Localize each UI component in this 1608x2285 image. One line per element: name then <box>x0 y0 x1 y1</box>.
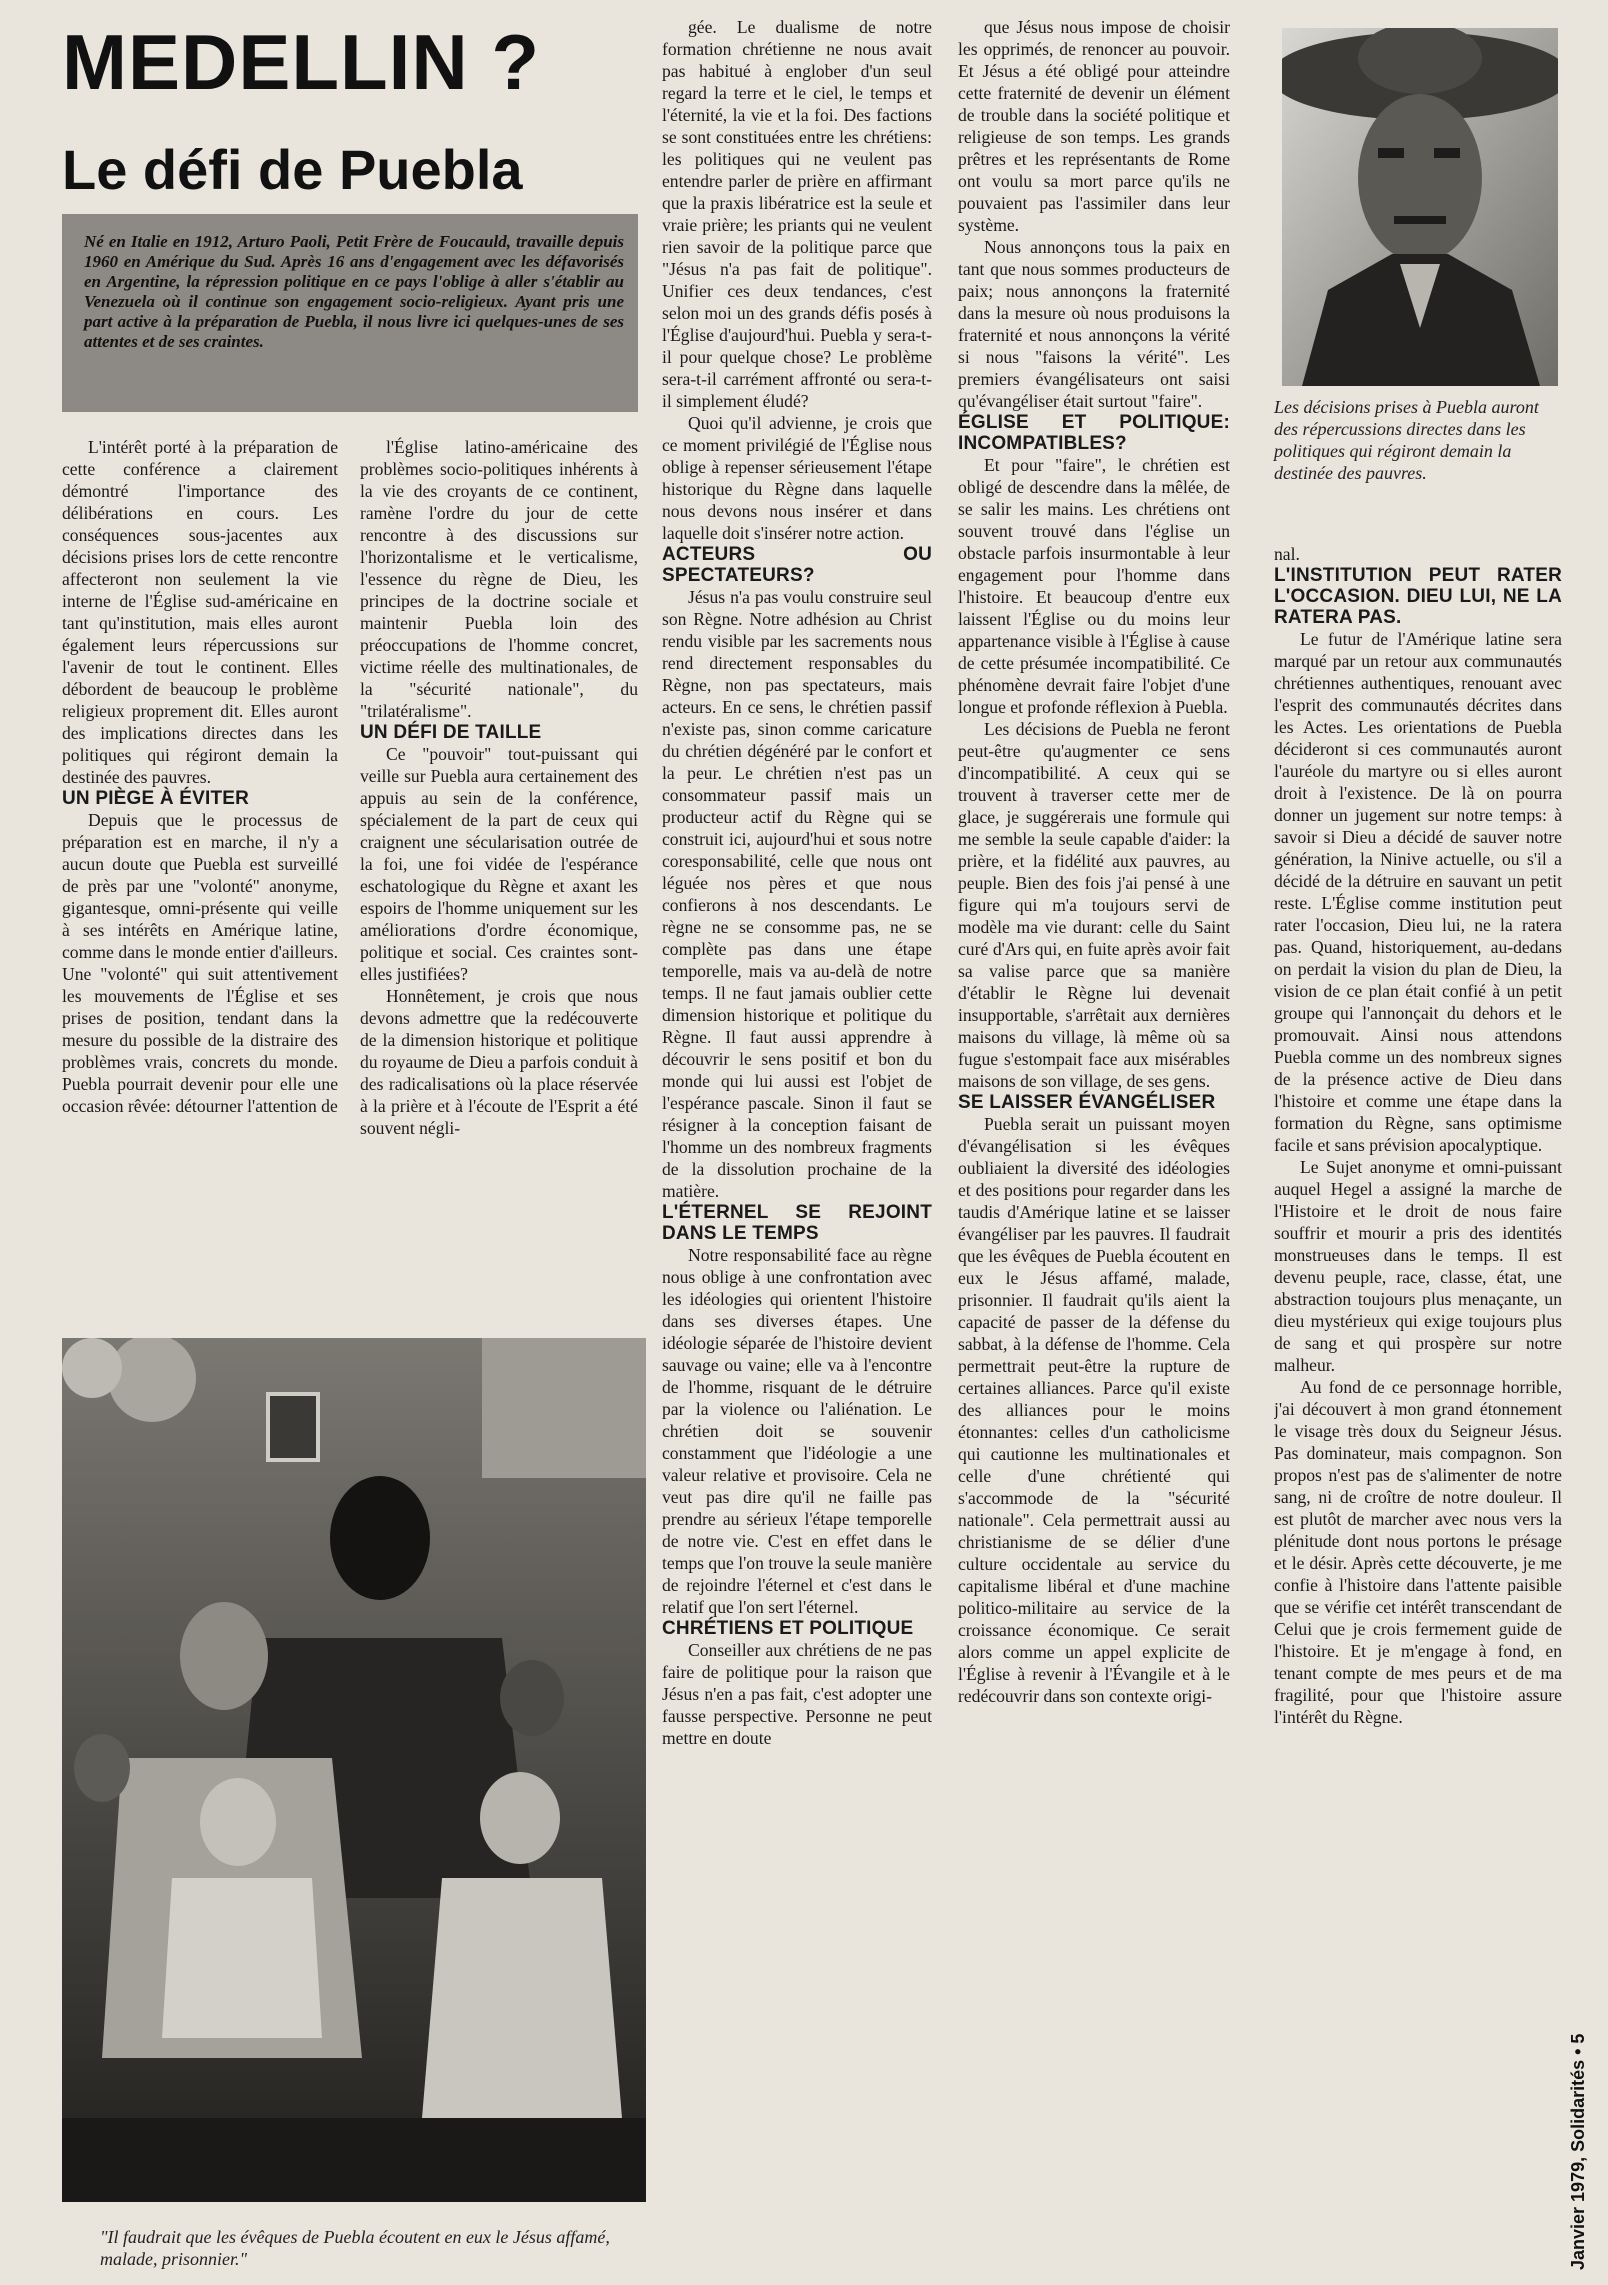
paragraph: nal. <box>1274 544 1300 564</box>
paragraph: Conseiller aux chrétiens de ne pas faire de politique pour la raison que Jésus n'en a pas fait, c'est adopter une fausse perspective. Personne ne peut mettre en doute <box>662 1640 932 1748</box>
section-heading: SE LAISSER ÉVANGÉLISER <box>958 1092 1216 1113</box>
section-heading: L'INSTITUTION PEUT RATER L'OCCASION. DIEU LUI, NE LA RATERA PAS. <box>1274 565 1562 628</box>
paragraph: Jésus n'a pas voulu construire seul son Règne. Notre adhésion au Christ rendu visible par les sacrements nous rend directement responsables du Règne, non pas spectateurs, mais acteurs. En ce sens, le chrétien passif n'existe pas, sinon comme caricature du chrétien dégénéré par le confort et la peur. Le chrétien n'est pas un consommateur passif mais un producteur actif du Règne qui se construit ici, aujourd'hui et sous notre coresponsabilité, celle que nous ont léguée nos pères et que nous confierons à nos descendants. Le règne ne se consomme pas, ne se complète pas dans une étape temporelle, mais va au-delà de notre temps. Il ne faut jamais oublier cette dimension historique et politique du Règne. Il faut aussi apprendre à découvrir le sens positif et bon du monde qui lui aussi est l'objet de l'espérance pascale. Sinon il faut se résigner à la conception faisant de l'homme un des nombreux fragments de la dissolution prochaine de la matière. <box>662 587 932 1201</box>
kicker-title: MEDELLIN ? <box>62 18 540 106</box>
paragraph: que Jésus nous impose de choisir les opprimés, de renoncer au pouvoir. Et Jésus a été obligé pour atteindre cette fraternité de devenir un élément de trouble dans la société politique et religieuse de son temps. Les grands prêtres et les représentants de Rome ont voulu sa mort parce qu'ils ne pouvaient pas l'assimiler dans leur système. <box>958 17 1230 235</box>
family-photo <box>62 1338 646 2202</box>
text-column-3 <box>662 16 932 2278</box>
portrait-photo <box>1282 28 1558 386</box>
article-headline: Le défi de Puebla <box>62 138 523 201</box>
text-column-4 <box>958 16 1230 2278</box>
paragraph: Puebla serait un puissant moyen d'évangélisation si les évêques oubliaient la diversité des idéologies et des positions pour regarder dans les taudis d'Amérique latine et se laisser évangéliser par les pauvres. Il faudrait que les évêques de Puebla écoutent en eux le Jésus affamé, malade, prisonnier. Il faudrait qu'ils aient la capacité de passer de la défense du sabbat, à la défense de l'homme. Cela permettrait peut-être la rupture de certaines alliances. Parce qu'il existe des alliances pour le moins étonnantes: celles d'un catholicisme qui cautionne les multinationales et celle d'une chrétienté qui s'accommode de la "sécurité nationale". Cela permettrait aussi au christianisme de se délier d'une culture occidentale au service du capitalisme libéral et d'une machine politico-militaire au service de la croissance économique. Ce serait alors comme un appel explicite de l'Église à revenir à l'Évangile et à le redécouvrir dans son contexte origi- <box>958 1114 1230 1706</box>
portrait-photo-image <box>1282 28 1558 386</box>
family-photo-image <box>62 1338 646 2202</box>
paragraph: Au fond de ce personnage horrible, j'ai découvert à mon grand étonnement le visage très doux du Seigneur Jésus. Pas dominateur, mais compagnon. Son propos n'est pas de s'alimenter de notre sang, ni de croître de notre douleur. Il est plutôt de marcher avec nous vers la plénitude dont nous portons le présage et le désir. Après cette découverte, je me confie à l'histoire dans l'attente paisible que se vérifie cet intérêt transcendant de Celui que je crois fermement guide de l'histoire. Et je m'engage à fond, en tenant compte de mes peurs et de ma fragilité, pour que l'histoire assure l'intérêt du Règne. <box>1274 1377 1562 1727</box>
paragraph: Le futur de l'Amérique latine sera marqué par un retour aux communautés chrétiennes authentiques, renouant avec l'esprit des communautés décrites dans les Actes. Les orientations de Puebla décideront si ces communautés auront l'auréole du martyre ou si elles auront droit à l'existence. De là on pourra donner un jugement sur notre temps: à savoir si Dieu a décidé de sauver notre génération, la Ninive actuelle, ou s'il a décidé de la détruire en sauvant un petit reste. L'Église comme institution peut rater l'occasion, Dieu lui, ne la ratera pas. Quand, historiquement, au-dedans on perdait la vision du plan de Dieu, la vision de ce plan était confié à un petit groupe qui l'annonçait du dehors et le promouvait. Ainsi nous attendons Puebla comme un des nombreux signes de la présence active de Dieu dans l'histoire et comme une étape dans la formation du Règne, sans optimisme facile et sans prévision apocalyptique. <box>1274 629 1562 1155</box>
section-heading: ACTEURS OU SPECTATEURS? <box>662 544 932 586</box>
text-column-2 <box>360 436 638 1316</box>
paragraph: Et pour "faire", le chrétien est obligé de descendre dans la mêlée, de se salir les mains. Les chrétiens ont souvent trouvé dans l'église un obstacle parfois insurmontable à leur engagement pour l'homme dans l'histoire. Et beaucoup d'entre eux laissent l'Église ou du moins leur appartenance visible à l'Église à cause de cette présumée incompatibilité. Ce phénomène devrait faire l'objet d'une longue et profonde réflexion à Puebla. <box>958 455 1230 717</box>
paragraph: l'Église latino-américaine des problèmes socio-politiques inhérents à la vie des croyants de ce continent, ramène l'ordre du jour de cette rencontre à des discussions sur l'horizontalisme et le verticalisme, l'essence du règne de Dieu, les principes de la doctrine sociale et maintenir Puebla loin des préoccupations de l'homme concret, victime réelle des multinationales, de la "sécurité nationale", du "trilatéralisme". <box>360 437 638 721</box>
section-heading: UN PIÈGE À ÉVITER <box>62 788 250 809</box>
paragraph: Les décisions de Puebla ne feront peut-être qu'augmenter ce sens d'incompatibilité. A ceux qui se trouvent à traverser cette mer de glace, je suggérerais une formule qui me semble la seule capable d'aider: la prière, et la fidélité aux pauvres, au peuple. Bien des fois j'ai pensé à une figure qui m'a toujours servi de modèle ma vie durant: celle du Saint curé d'Ars qui, en fuite après avoir fait sa valise parce que sa manière d'établir le Règne lui devenait insupportable, s'arrêtait aux dernières maisons du village, là même où sa fugue s'estompait face aux misérables maisons de son village, de ses gens. <box>958 719 1230 1091</box>
section-heading: L'ÉTERNEL SE REJOINT DANS LE TEMPS <box>662 1202 932 1244</box>
paragraph: Nous annonçons tous la paix en tant que nous sommes producteurs de paix; nous annonçons la fraternité dans la mesure où nous produisons la fraternité et nous annonçons la vérité si nous "faisons la vérité". Les premiers évangélisateurs ont saisi qu'évangéliser était surtout "faire". <box>958 237 1230 411</box>
paragraph: Notre responsabilité face au règne nous oblige à une confrontation avec les idéologies qui orientent l'histoire dans ses diverses étapes. Une idéologie séparée de l'histoire devient sauvage ou vaine; elle va à l'encontre de l'homme, risquant de le détruire par la violence ou l'aliénation. Le chrétien doit se souvenir constamment que l'idéologie a une valeur relative et provisoire. Cela ne veut pas dire qu'il ne faille pas prendre au sérieux l'étape temporelle de notre vie. C'est en effet dans le temps que l'on trouve la seule manière de rejoindre l'éternel et c'est dans le relatif que l'on sert l'éternel. <box>662 1245 932 1617</box>
text-column-1 <box>62 436 338 1316</box>
text-column-5 <box>1274 543 1562 2278</box>
paragraph: Le Sujet anonyme et omni-puissant auquel Hegel a assigné la marche de l'Histoire et le droit de nous faire souffrir et mourir a pris des identités monstrueuses dans le temps. Il est devenu peuple, race, classe, état, une abstraction toujours plus menaçante, un dieu mystérieux qui exige toujours plus de sang et qui prospère sur notre malheur. <box>1274 1157 1562 1375</box>
intro-box: Né en Italie en 1912, Arturo Paoli, Petit Frère de Foucauld, travaille depuis 1960 en Amérique du Sud. Après 16 ans d'engagement avec les défavorisés en Argentine, la répression politique en ce pays l'oblige à aller s'établir au Venezuela où il continue son engagement socio-religieux. Ayant pris une part active à la préparation de Puebla, il nous livre ici quelques-unes de ses attentes et de ses craintes. <box>62 214 638 412</box>
section-heading: ÉGLISE ET POLITIQUE: INCOMPATIBLES? <box>958 412 1230 454</box>
paragraph: Depuis que le processus de préparation est en marche, il n'y a aucun doute que Puebla est surveillé de près par une "volonté" anonyme, gigantesque, omni-présente qui veille à ses intérêts en Amérique latine, comme dans le monde entier d'ailleurs. Une "volonté" qui suit attentivement les mouvements de l'Église et ses prises de position, tendant dans la mesure du possible de la distraire des problèmes vrais, concrets du monde. Puebla pourrait devenir pour elle une occasion rêvée: détourner l'attention de <box>62 810 338 1116</box>
page-folio: Janvier 1979, Solidarités • 5 <box>1568 2033 1588 2270</box>
paragraph: Ce "pouvoir" tout-puissant qui veille sur Puebla aura certainement des appuis au sein de la conférence, spécialement de la part de ceux qui craignent une sécularisation outrée de la foi, une foi vidée de l'espérance eschatologique du Règne et axant les espoirs de l'homme uniquement sur les améliorations d'ordre économique, politique et social. Ces craintes sont-elles justifiées? <box>360 744 638 984</box>
paragraph: Quoi qu'il advienne, je crois que ce moment privilégié de l'Église nous oblige à repenser sérieusement l'étape historique du Règne dans laquelle nous devons nous insérer et dans laquelle doit s'insérer notre action. <box>662 413 932 543</box>
portrait-caption: Les décisions prises à Puebla auront des répercussions directes dans les politiques qui régiront demain la destinée des pauvres. <box>1274 397 1539 483</box>
paragraph: Honnêtement, je crois que nous devons admettre que la redécouverte de la dimension historique et politique du royaume de Dieu a parfois conduit à des radicalisations où la place réservée à la prière et à l'écoute de l'Esprit a été souvent négli- <box>360 986 638 1138</box>
paragraph: gée. Le dualisme de notre formation chrétienne ne nous avait pas habitué à englober d'un seul regard la terre et le ciel, le temps et l'éternité, la vie et la foi. Des factions se sont constituées entre les chrétiens: les politiques qui ne veulent pas entendre parler de prière en affirmant que la praxis libératrice est la seule et vraie prière; les priants qui ne veulent rien savoir de la politique parce que "Jésus n'a pas fait de politique". Unifier ces deux tendances, c'est selon moi un des grands défis posés à l'Église d'aujourd'hui. Puebla y sera-t-il pour quelque chose? Le problème sera-t-il carrément affronté ou sera-t-il simplement éludé? <box>662 17 932 411</box>
section-heading: UN DÉFI DE TAILLE <box>360 722 542 743</box>
family-caption: "Il faudrait que les évêques de Puebla écoutent en eux le Jésus affamé, malade, prisonnier." <box>100 2227 610 2269</box>
section-heading: CHRÉTIENS ET POLITIQUE <box>662 1618 914 1639</box>
paragraph: L'intérêt porté à la préparation de cette conférence a clairement démontré l'importance des délibérations en cours. Les conséquences sous-jacentes aux décisions prises lors de cette rencontre affecteront non seulement la vie interne de l'Église sud-américaine en tant qu'institution, mais elles auront également leurs répercussions sur l'avenir de tout le continent. Elles débordent de beaucoup le problème religieux proprement dit. Elles auront des implications directes dans les politiques qui régiront demain la destinée des pauvres. <box>62 437 338 787</box>
